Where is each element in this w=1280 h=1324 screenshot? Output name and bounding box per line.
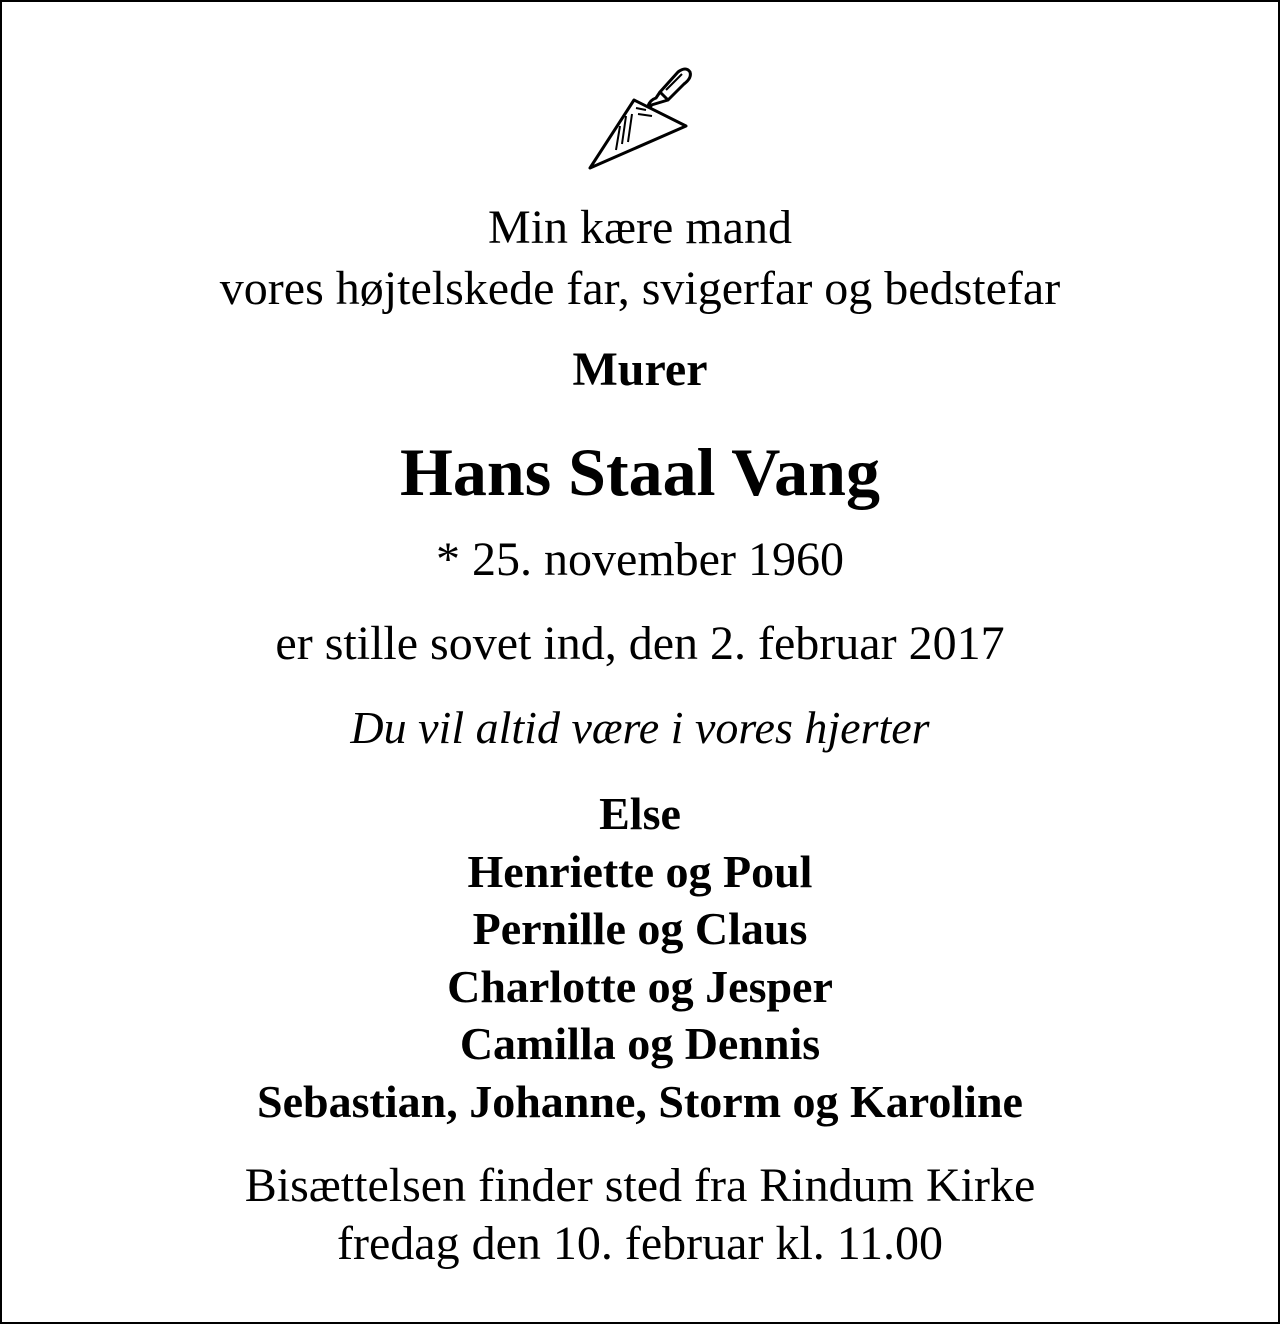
mourners-list <box>2 785 1278 1130</box>
mourner-name: Else <box>599 788 681 839</box>
intro-line-1: Min kære mand <box>488 201 792 254</box>
trowel-icon <box>586 64 698 172</box>
funeral-time: fredag den 10. februar kl. 11.00 <box>337 1217 943 1270</box>
memorial-motto: Du vil altid være i vores hjerter <box>350 702 930 753</box>
funeral-location: Bisættelsen finder sted fra Rindum Kirke <box>244 1159 1036 1212</box>
death-date: er stille sovet ind, den 2. februar 2017 <box>275 617 1005 670</box>
intro-line-2: vores højtelskede far, svigerfar og bedstefar <box>219 262 1061 315</box>
mourner-name: Camilla og Dennis <box>459 1018 821 1069</box>
mourner-name: Charlotte og Jesper <box>447 960 833 1012</box>
birth-date: * 25. november 1960 <box>436 533 844 586</box>
mourner-name: Henriette og Poul <box>467 845 813 897</box>
mourner-name: Sebastian, Johanne, Storm og Karoline <box>257 1075 1023 1127</box>
deceased-name: Hans Staal Vang <box>400 434 880 510</box>
occupation: Murer <box>572 343 708 396</box>
mourner-name: Pernille og Claus <box>472 903 808 954</box>
